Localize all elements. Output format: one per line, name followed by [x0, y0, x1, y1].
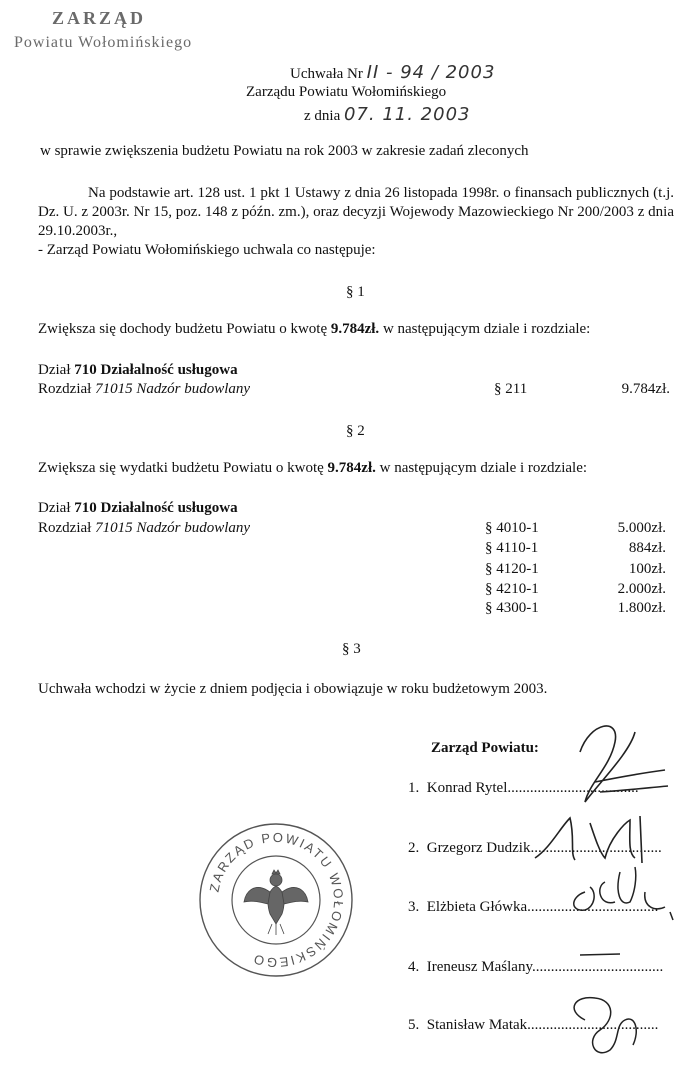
- resolution-number: [290, 62, 495, 83]
- board-member: 3. Elżbieta Główka...................................: [408, 899, 659, 915]
- subject-line: w sprawie zwiększenia budżetu Powiatu na rok 2003 w zakresie zadań zleconych: [40, 143, 529, 159]
- section2-item-para: § 4110-1: [485, 540, 539, 556]
- board-heading: Zarząd Powiatu:: [431, 740, 539, 756]
- section2-item-value: 1.800zł.: [617, 600, 666, 616]
- resolve-line: - Zarząd Powiatu Wołomińskiego uchwala co następuje:: [38, 242, 376, 258]
- section1-heading: § 1: [346, 284, 365, 300]
- section2-item-value: 5.000zł.: [617, 520, 666, 536]
- section1-amount: 9.784zł.: [330, 321, 380, 337]
- section2-heading: § 2: [346, 423, 365, 439]
- section2-rozdzial: Rozdział 71015 Nadzór budowlany: [38, 520, 251, 536]
- section2-amount: 9.784zł.: [327, 460, 376, 476]
- seal-text: ZARZĄD POWIATU WOŁOMIŃSKIEGO: [206, 829, 347, 971]
- section3-heading: § 3: [342, 641, 361, 657]
- handwritten-date: 07. 11. 2003: [343, 104, 471, 125]
- section2-item-para: § 4210-1: [485, 581, 539, 597]
- date-prefix: z dnia: [304, 108, 341, 124]
- stamp-line1: ZARZĄD: [52, 8, 147, 28]
- signature-4: [570, 940, 630, 970]
- section1-item-para: § 211: [494, 381, 528, 397]
- section3-text: Uchwała wchodzi w życie z dniem podjęcia i obowiązuje w roku budżetowym 2003.: [38, 681, 548, 697]
- section2-text: Zwiększa się wydatki budżetu Powiatu o kwotę 9.784zł. w następującym dziale i rozdziale:: [38, 460, 588, 476]
- section2-item-para: § 4300-1: [485, 600, 539, 616]
- resolution-date: [304, 104, 471, 125]
- section2-item-para: § 4010-1: [485, 520, 539, 536]
- signature-3: [565, 862, 675, 922]
- section1-text: Zwiększa się dochody budżetu Powiatu o kwotę 9.784zł. w następującym dziale i rozdziale:: [38, 321, 591, 337]
- section2-dzial: Dział 710 Działalność usługowa: [38, 500, 238, 516]
- board-member: 2. Grzegorz Dudzik...................................: [408, 840, 662, 856]
- section2-item-para: § 4120-1: [485, 561, 539, 577]
- preamble-text: Na podstawie art. 128 ust. 1 pkt 1 Ustawy z dnia 26 listopada 1998r. o finansach publicznych (t.j. Dz. U. z 2003r. Nr 15, poz. 148 z późn. zm.), oraz decyzji Wojewody Mazowieckiego Nr 200/2003 z dnia 29.10.2003r.,: [38, 185, 674, 239]
- board-member: 1. Konrad Rytel...................................: [408, 780, 639, 796]
- eagle-icon: [244, 870, 308, 935]
- handwritten-number: II - 94 / 2003: [366, 62, 496, 83]
- section2-item-value: 2.000zł.: [617, 581, 666, 597]
- section1-rozdzial: Rozdział 71015 Nadzór budowlany: [38, 381, 251, 397]
- section1-item-value: 9.784zł.: [621, 381, 670, 397]
- round-seal: [196, 820, 356, 980]
- signature-2: [530, 808, 670, 868]
- title-prefix: Uchwała Nr: [290, 66, 363, 82]
- signature-5: [555, 990, 655, 1070]
- stamp-line2: Powiatu Wołomińskiego: [14, 34, 193, 51]
- section2-item-value: 100zł.: [628, 561, 666, 577]
- issuer-line: Zarządu Powiatu Wołomińskiego: [246, 84, 447, 100]
- board-member: 4. Ireneusz Maślany...................................: [408, 959, 664, 975]
- section2-item-value: 884zł.: [628, 540, 666, 556]
- section1-dzial: Dział 710 Działalność usługowa: [38, 362, 238, 378]
- board-member: 5. Stanisław Matak...................................: [408, 1017, 659, 1033]
